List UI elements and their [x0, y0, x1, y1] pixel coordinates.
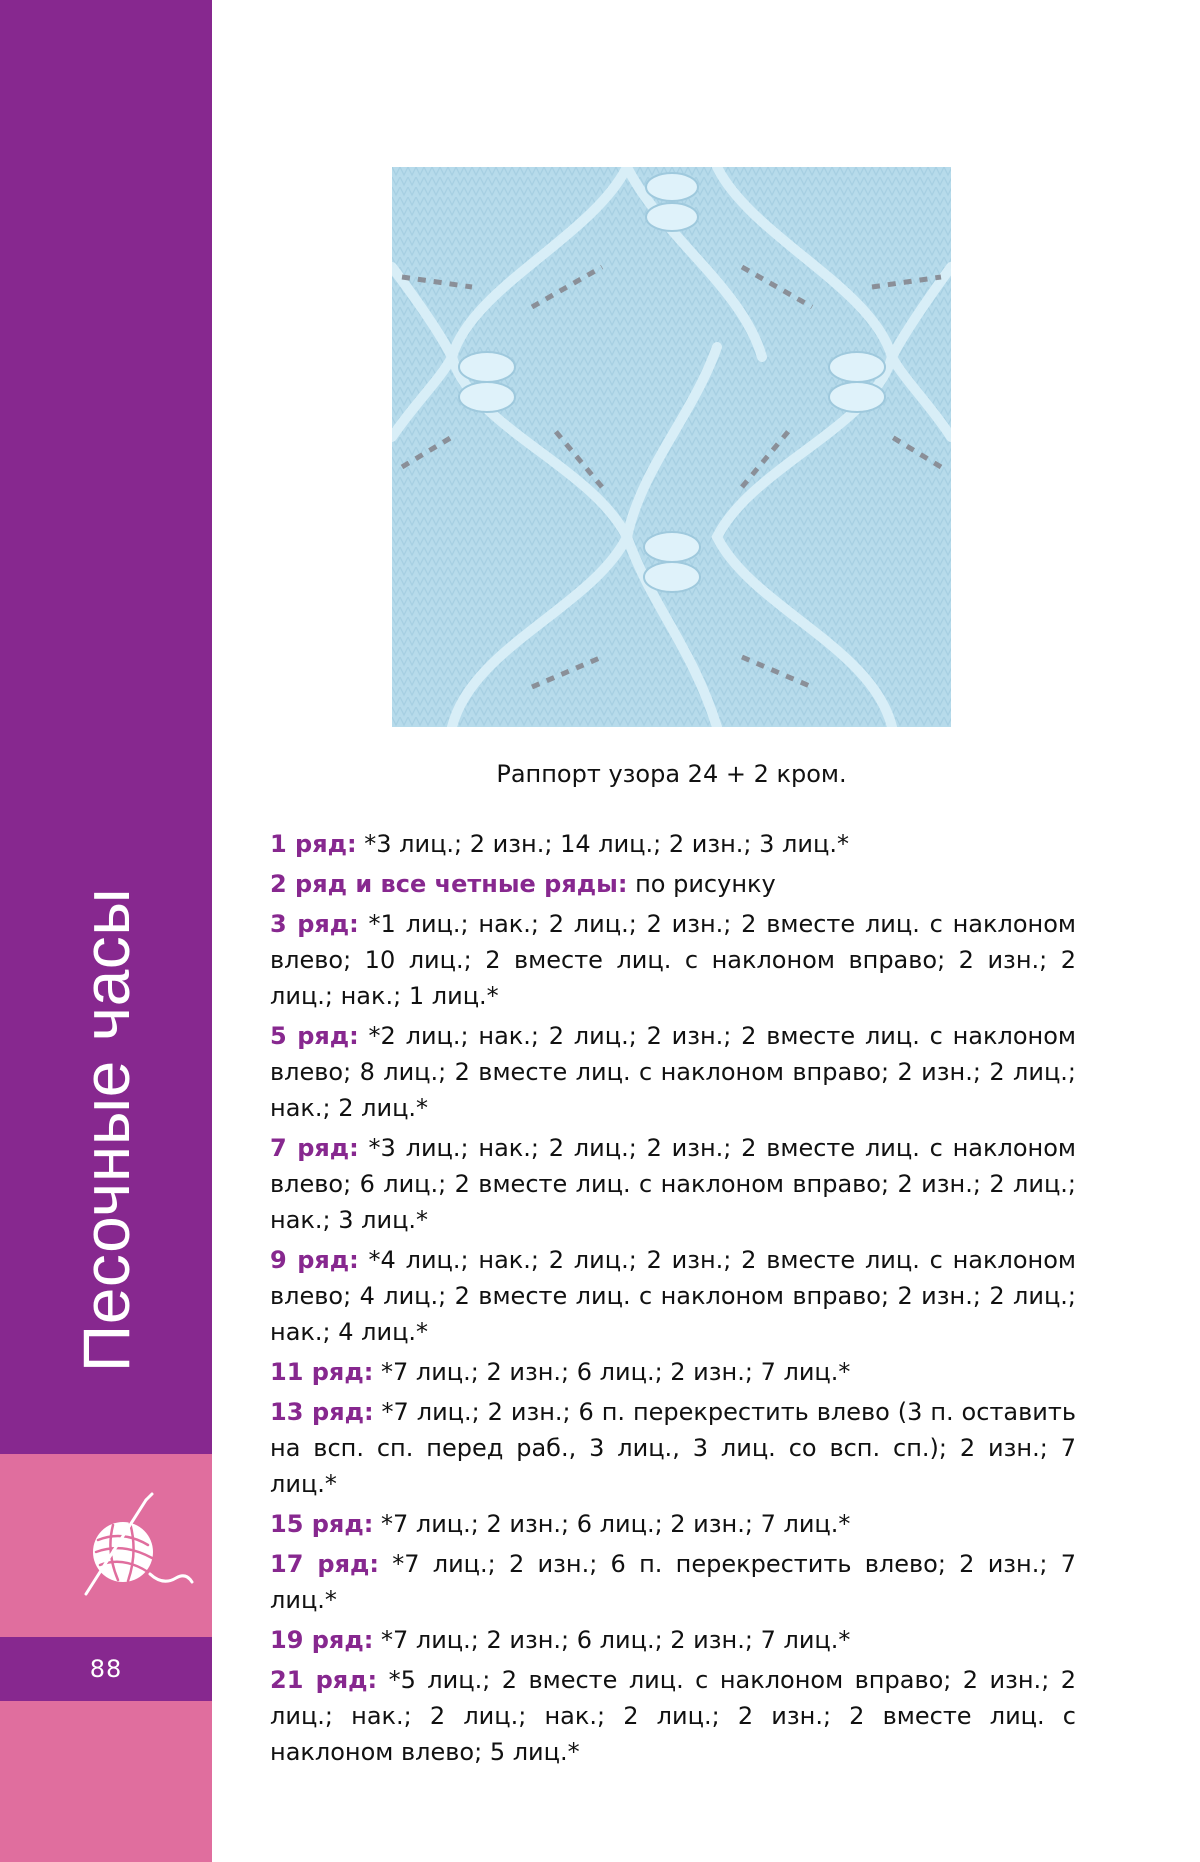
pattern-repeat-caption: Раппорт узора 24 + 2 кром. — [496, 760, 847, 788]
row-text: *7 лиц.; 2 изн.; 6 лиц.; 2 изн.; 7 лиц.* — [373, 1358, 851, 1386]
row-instruction — [270, 1546, 1076, 1618]
row-text: *1 лиц.; нак.; 2 лиц.; 2 изн.; 2 вместе лиц. с наклоном влево; 10 лиц.; 2 вместе лиц. с наклоном вправо; 2 изн.; 2 лиц.; нак.; 1 лиц.* — [270, 910, 1076, 1010]
row-instruction — [270, 1506, 1076, 1542]
page-number: 88 — [89, 1655, 123, 1683]
row-label: 13 ряд: — [270, 1398, 374, 1426]
row-label: 1 ряд: — [270, 830, 357, 858]
row-text: *2 лиц.; нак.; 2 лиц.; 2 изн.; 2 вместе лиц. с наклоном влево; 8 лиц.; 2 вместе лиц. с наклоном вправо; 2 изн.; 2 лиц.; нак.; 2 лиц.* — [270, 1022, 1076, 1122]
row-label: 15 ряд: — [270, 1510, 374, 1538]
row-instruction — [270, 826, 1076, 862]
row-instruction — [270, 1018, 1076, 1126]
row-instruction — [270, 1662, 1076, 1770]
row-label: 3 ряд: — [270, 910, 359, 938]
row-label: 5 ряд: — [270, 1022, 359, 1050]
row-label: 11 ряд: — [270, 1358, 374, 1386]
row-text: *3 лиц.; 2 изн.; 14 лиц.; 2 изн.; 3 лиц.* — [356, 830, 849, 858]
row-instruction — [270, 1622, 1076, 1658]
row-text: по рисунку — [627, 870, 776, 898]
row-text: *5 лиц.; 2 вместе лиц. с наклоном вправо; 2 изн.; 2 лиц.; нак.; 2 лиц.; нак.; 2 лиц.; 2 изн.; 2 вместе лиц. с наклоном влево; 5 лиц.* — [270, 1666, 1076, 1766]
row-instruction — [270, 1130, 1076, 1238]
row-instruction — [270, 1242, 1076, 1350]
yarn-ball-icon — [78, 1490, 198, 1600]
row-instruction — [270, 866, 1076, 902]
row-instruction — [270, 1354, 1076, 1390]
row-text: *7 лиц.; 2 изн.; 6 лиц.; 2 изн.; 7 лиц.* — [373, 1510, 851, 1538]
row-label: 9 ряд: — [270, 1246, 359, 1274]
row-text: *7 лиц.; 2 изн.; 6 лиц.; 2 изн.; 7 лиц.* — [373, 1626, 851, 1654]
row-text: *4 лиц.; нак.; 2 лиц.; 2 изн.; 2 вместе лиц. с наклоном влево; 4 лиц.; 2 вместе лиц. с наклоном вправо; 2 изн.; 2 лиц.; нак.; 4 лиц.* — [270, 1246, 1076, 1346]
row-label: 7 ряд: — [270, 1134, 359, 1162]
page-title: Песочные часы — [69, 887, 143, 1373]
row-text: *7 лиц.; 2 изн.; 6 п. перекрестить влево; 2 изн.; 7 лиц.* — [270, 1550, 1076, 1614]
knitted-sample-photo — [392, 167, 951, 727]
row-label: 17 ряд: — [270, 1550, 379, 1578]
row-label: 19 ряд: — [270, 1626, 374, 1654]
instruction-rows — [270, 826, 1076, 1774]
row-instruction — [270, 906, 1076, 1014]
row-label: 2 ряд и все четные ряды: — [270, 870, 628, 898]
row-text: *7 лиц.; 2 изн.; 6 п. перекрестить влево (3 п. оставить на всп. сп. перед раб., 3 лиц., 3 лиц. со всп. сп.); 2 изн.; 7 лиц.* — [270, 1398, 1076, 1498]
row-text: *3 лиц.; нак.; 2 лиц.; 2 изн.; 2 вместе лиц. с наклоном влево; 6 лиц.; 2 вместе лиц. с наклоном вправо; 2 изн.; 2 лиц.; нак.; 3 лиц.* — [270, 1134, 1076, 1234]
sidebar — [0, 0, 212, 1862]
vertical-title-wrap — [0, 820, 212, 1440]
row-instruction — [270, 1394, 1076, 1502]
row-label: 21 ряд: — [270, 1666, 378, 1694]
